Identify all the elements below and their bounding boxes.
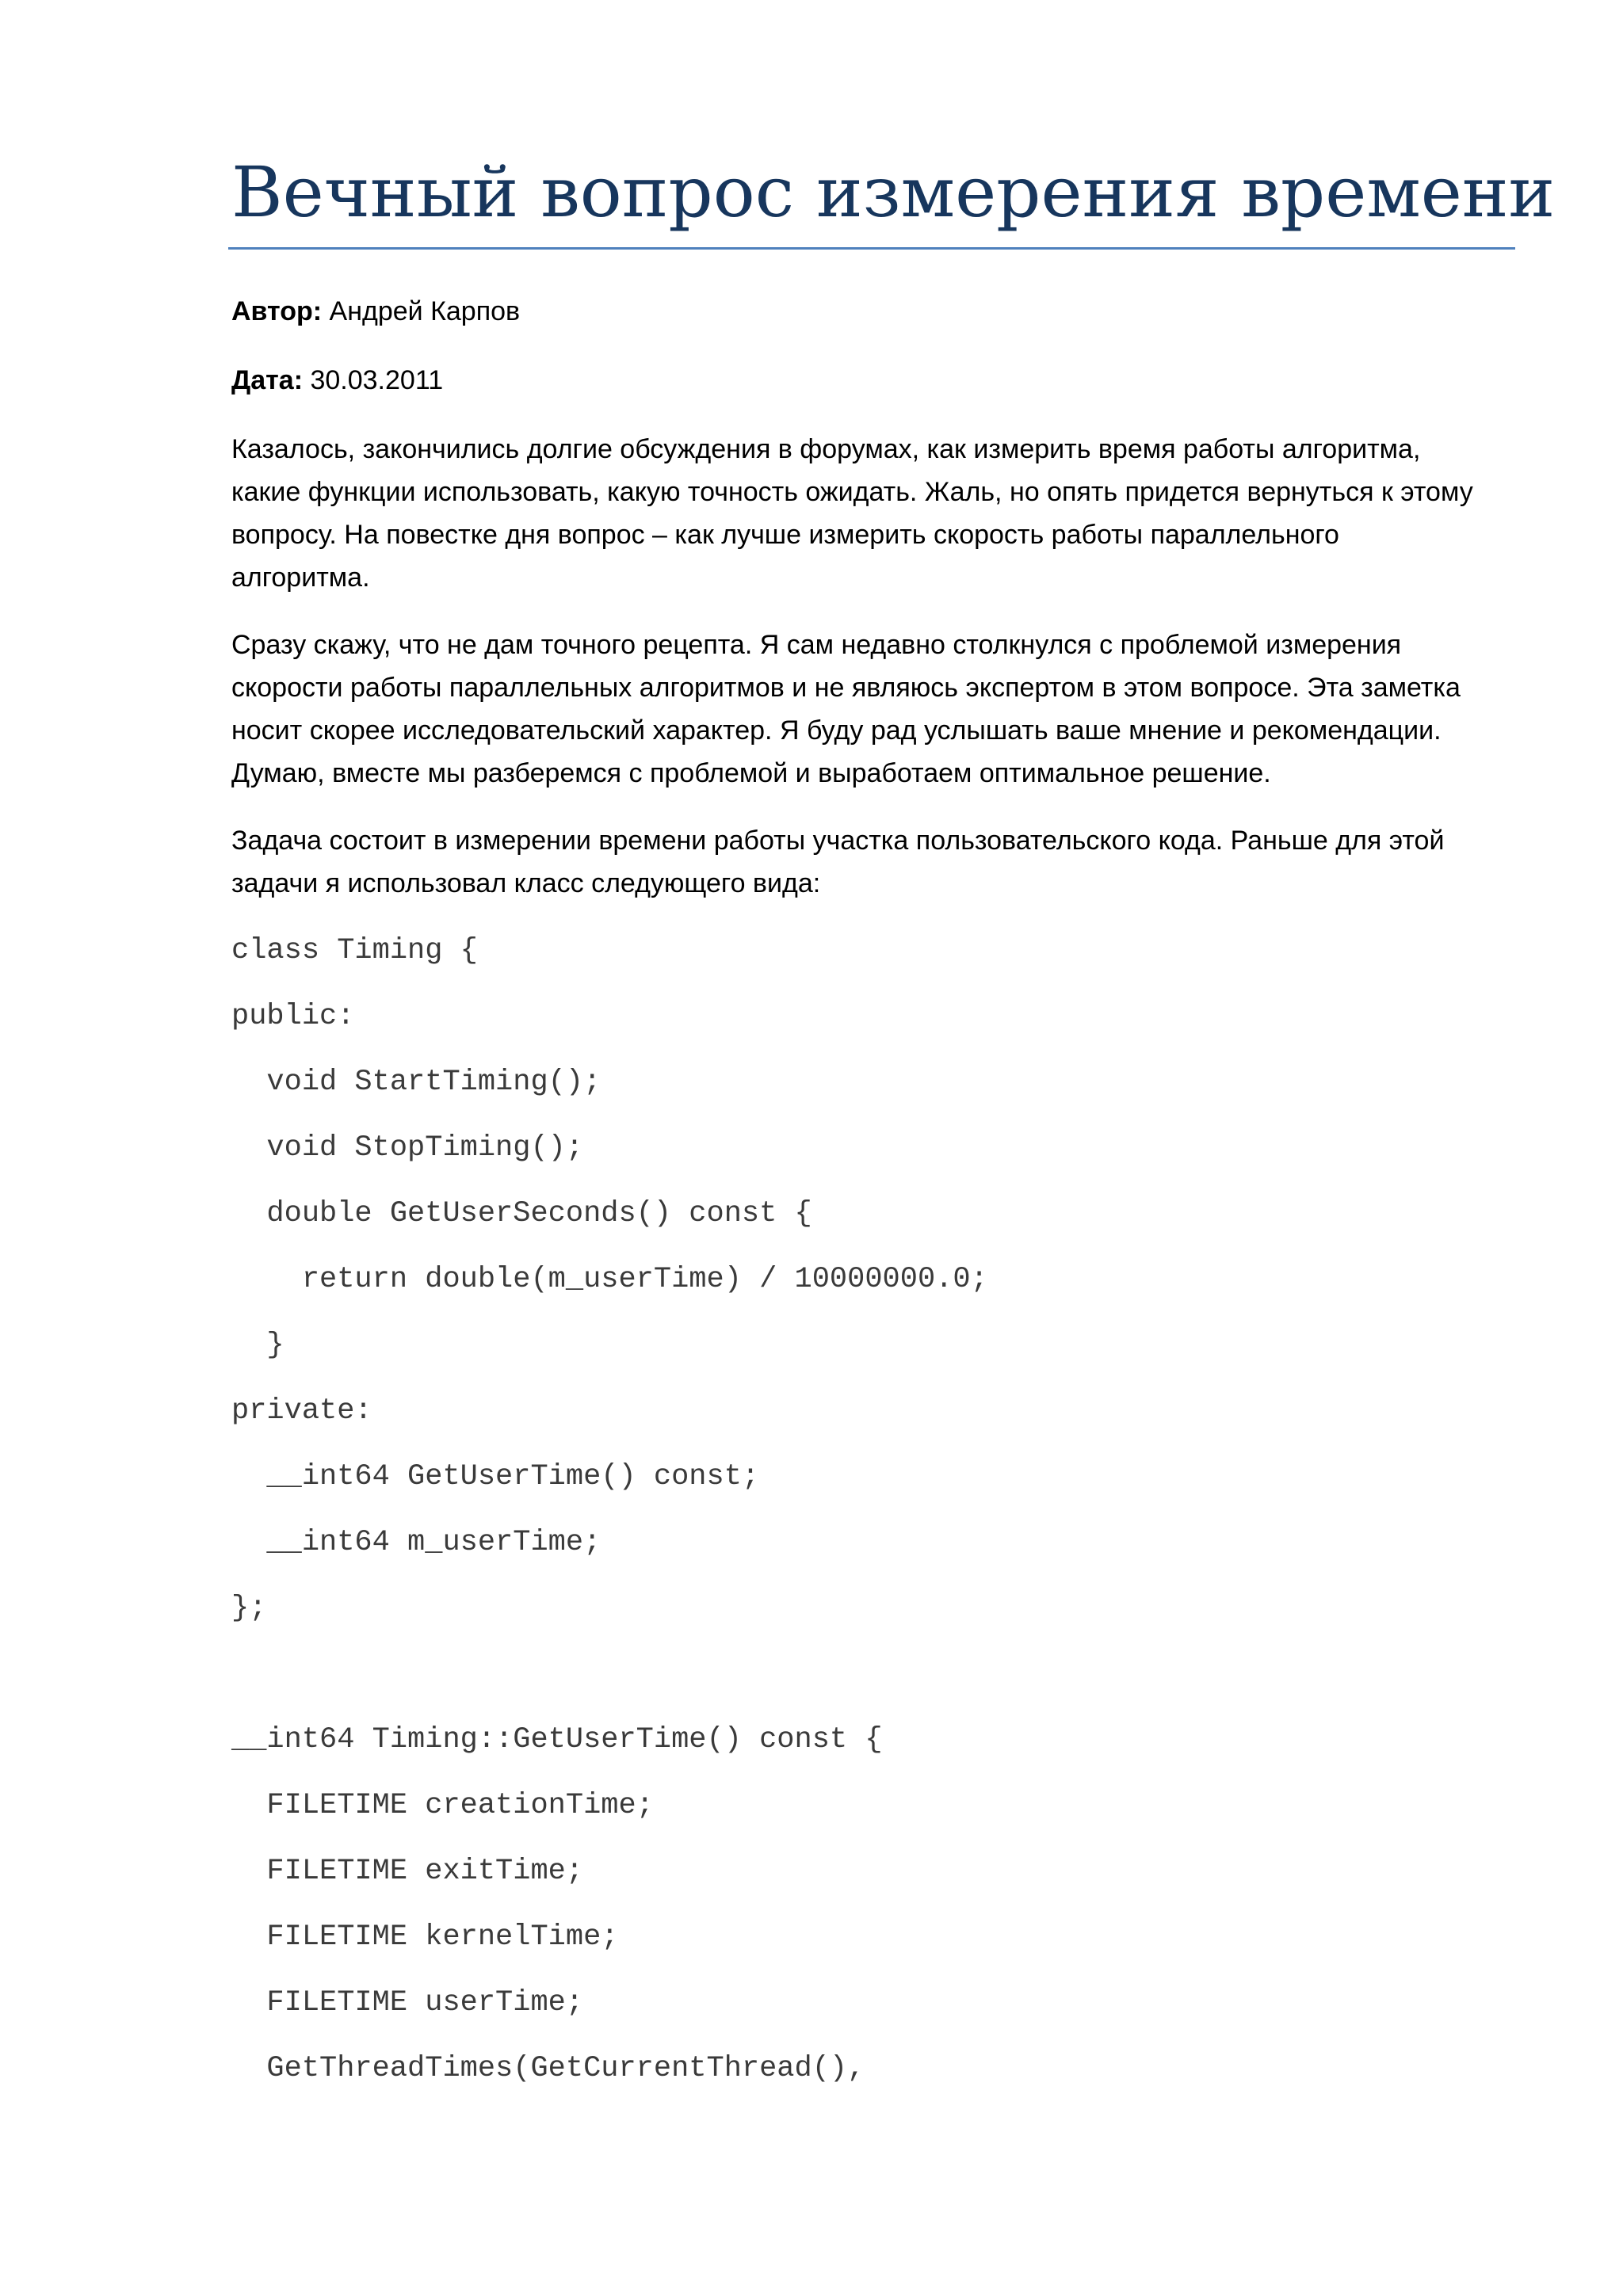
code-line: }; bbox=[231, 1592, 267, 1625]
code-line: double GetUserSeconds() const { bbox=[231, 1197, 812, 1230]
code-line: GetThreadTimes(GetCurrentThread(), bbox=[231, 2052, 865, 2085]
code-line: FILETIME creationTime; bbox=[231, 1789, 654, 1822]
paragraph-line: Сразу скажу, что не дам точного рецепта. Я сам недавно столкнулся с проблемой измерения bbox=[231, 630, 1402, 660]
code-line: return double(m_userTime) / 10000000.0; bbox=[231, 1263, 988, 1296]
paragraph-1 bbox=[231, 428, 1523, 599]
code-line: FILETIME kernelTime; bbox=[231, 1920, 619, 1954]
paragraph-line: алгоритма. bbox=[231, 563, 370, 593]
date-value: 30.03.2011 bbox=[310, 365, 444, 395]
document-title: Вечный вопрос измерения времени bbox=[231, 151, 1556, 233]
code-line: void StopTiming(); bbox=[231, 1131, 584, 1165]
code-line: FILETIME exitTime; bbox=[231, 1855, 584, 1888]
code-line: } bbox=[231, 1329, 285, 1362]
date-label: Дата: bbox=[231, 365, 304, 395]
code-line: __int64 Timing::GetUserTime() const { bbox=[231, 1723, 883, 1756]
paragraph-line: скорости работы параллельных алгоритмов и не являюсь экспертом в этом вопросе. Эта заметка bbox=[231, 673, 1461, 703]
paragraph-line: какие функции использовать, какую точность ожидать. Жаль, но опять придется вернуться к этому bbox=[231, 477, 1473, 507]
code-line: __int64 GetUserTime() const; bbox=[231, 1460, 760, 1493]
author-name: Андрей Карпов bbox=[329, 296, 521, 326]
paragraph-3 bbox=[231, 819, 1523, 905]
paragraph-2 bbox=[231, 624, 1523, 795]
paragraph-line: Казалось, закончились долгие обсуждения в форумах, как измерить время работы алгоритма, bbox=[231, 434, 1421, 464]
code-line: FILETIME userTime; bbox=[231, 1986, 584, 2019]
paragraph-line: вопросу. На повестке дня вопрос – как лучше измерить скорость работы параллельного bbox=[231, 520, 1339, 550]
paragraph-line: задачи я использовал класс следующего вида: bbox=[231, 868, 821, 898]
code-line: __int64 m_userTime; bbox=[231, 1526, 601, 1559]
author-line bbox=[231, 292, 520, 331]
code-line: public: bbox=[231, 1000, 355, 1033]
paragraph-line: Задача состоит в измерении времени работы участка пользовательского кода. Раньше для этой bbox=[231, 826, 1445, 856]
date-line bbox=[231, 360, 443, 400]
code-line: private: bbox=[231, 1394, 372, 1428]
paragraph-line: Думаю, вместе мы разберемся с проблемой и выработаем оптимальное решение. bbox=[231, 758, 1271, 788]
author-label: Автор: bbox=[231, 296, 323, 326]
paragraph-line: носит скорее исследовательский характер. Я буду рад услышать ваше мнение и рекомендации. bbox=[231, 715, 1442, 746]
title-underline bbox=[228, 247, 1515, 250]
code-line: class Timing { bbox=[231, 934, 478, 967]
code-line: void StartTiming(); bbox=[231, 1066, 601, 1099]
